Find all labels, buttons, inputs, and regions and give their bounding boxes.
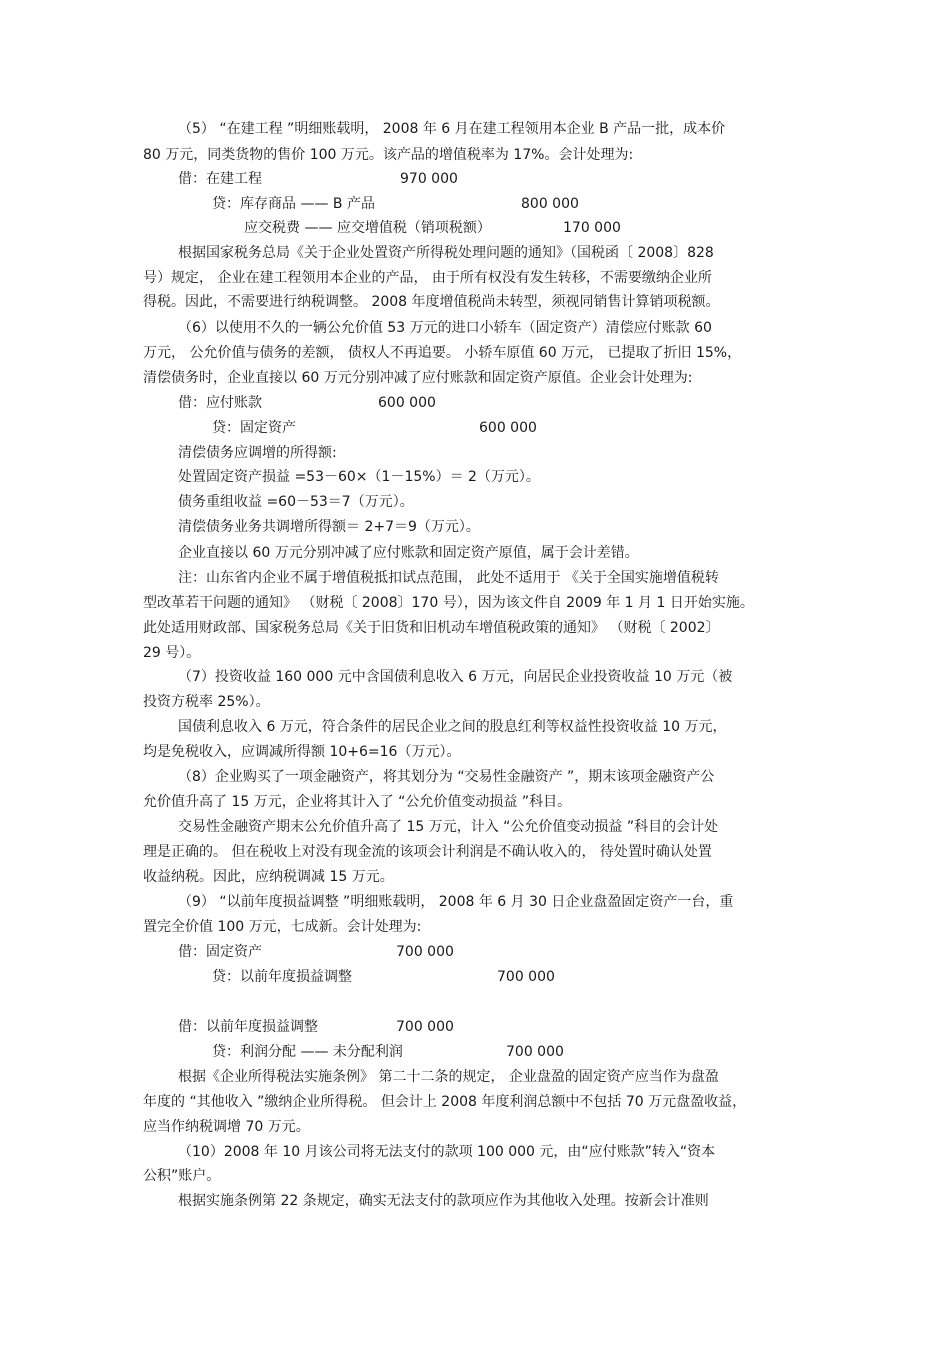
text-line: 国债利息收入 6 万元，符合条件的居民企业之间的股息红利等权益性投资收益 10 万元， — [178, 719, 727, 735]
journal-entry-credit: 贷：以前年度损益调整 — [212, 969, 352, 985]
text-line: 得税。因此，不需要进行纳税调整。 2008 年度增值税尚未转型，须视同销售计算销项税额。 — [143, 294, 720, 310]
entry-amount: 970 000 — [400, 171, 458, 187]
text-line: 根据《企业所得税法实施条例》 第二十二条的规定， 企业盘盈的固定资产应当作为盘盈 — [178, 1069, 719, 1085]
entry-amount: 600 000 — [378, 395, 436, 411]
text-line: 型改革若干问题的通知》 （财税〔 2008〕170 号），因为该文件自 2009 年 1 月 1 日开始实施。 — [143, 595, 754, 611]
entry-amount: 700 000 — [396, 944, 454, 960]
text-line: 注：山东省内企业不属于增值税抵扣试点范围， 此处不适用于 《关于全国实施增值税转 — [178, 570, 719, 586]
text-line: （10）2008 年 10 月该公司将无法支付的款项 100 000 元，由“应付账款”转入“资本 — [178, 1144, 716, 1160]
text-line: 29 号）。 — [143, 645, 201, 661]
text-line: （9） “以前年度损益调整 ”明细账载明， 2008 年 6 月 30 日企业盘盈固定资产一台，重 — [178, 894, 734, 910]
journal-entry-debit: 借：以前年度损益调整 — [178, 1019, 318, 1035]
text-line: 债务重组收益 =60－53＝7（万元）。 — [178, 494, 414, 510]
text-line: 号）规定， 企业在建工程领用本企业的产品， 由于所有权没有发生转移，不需要缴纳企业所 — [143, 270, 712, 286]
journal-entry-credit: 应交税费 —— 应交增值税（销项税额） — [244, 220, 491, 236]
entry-amount: 170 000 — [563, 220, 621, 236]
entry-amount: 700 000 — [506, 1044, 564, 1060]
entry-amount: 800 000 — [521, 196, 579, 212]
text-line: 置完全价值 100 万元，七成新。会计处理为: — [143, 919, 422, 935]
text-line: 公积”账户。 — [143, 1168, 221, 1184]
text-line: 允价值升高了 15 万元，企业将其计入了 “公允价值变动损益 ”科目。 — [143, 794, 572, 810]
text-line: 清偿债务业务共调增所得额＝ 2+7＝9（万元）。 — [178, 519, 480, 535]
entry-amount: 700 000 — [497, 969, 555, 985]
journal-entry-debit: 借：在建工程 — [178, 171, 262, 187]
text-line: 清偿债务应调增的所得额: — [178, 445, 337, 461]
text-line: （8）企业购买了一项金融资产，将其划分为 “交易性金融资产 ”，期末该项金融资产公 — [178, 769, 715, 785]
text-line: 万元， 公允价值与债务的差额， 债权人不再追要。 小轿车原值 60 万元， 已提取了折旧 15%， — [143, 345, 742, 361]
text-line: 投资方税率 25%）。 — [143, 694, 270, 710]
journal-entry-credit: 贷：库存商品 —— B 产品 — [212, 196, 375, 212]
text-line: （6）以使用不久的一辆公允价值 53 万元的进口小轿车（固定资产）清偿应付账款 60 — [178, 320, 712, 336]
text-line: 理是正确的。 但在税收上对没有现金流的该项会计利润是不确认收入的， 待处置时确认处置 — [143, 844, 712, 860]
text-line: 年度的 “其他收入 ”缴纳企业所得税。 但会计上 2008 年度利润总额中不包括 70 万元盘盈收益， — [143, 1094, 747, 1110]
journal-entry-credit: 贷：利润分配 —— 未分配利润 — [212, 1044, 403, 1060]
text-line: 处置固定资产损益 =53－60×（1－15%）＝ 2（万元）。 — [178, 469, 540, 485]
entry-amount: 700 000 — [396, 1019, 454, 1035]
journal-entry-credit: 贷：固定资产 — [212, 420, 296, 436]
text-line: 均是免税收入，应调减所得额 10+6=16（万元）。 — [143, 744, 461, 760]
text-line: 根据国家税务总局《关于企业处置资产所得税处理问题的通知》（国税函〔 2008〕828 — [178, 245, 714, 261]
entry-amount: 600 000 — [479, 420, 537, 436]
text-line: （7）投资收益 160 000 元中含国债利息收入 6 万元，向居民企业投资收益 10 万元（被 — [178, 669, 733, 685]
text-line: （5） “在建工程 ”明细账载明， 2008 年 6 月在建工程领用本企业 B 产品一批，成本价 — [178, 121, 726, 137]
text-line: 此处适用财政部、国家税务总局《关于旧货和旧机动车增值税政策的通知》 （财税〔 2002〕 — [143, 620, 720, 636]
text-line: 交易性金融资产期末公允价值升高了 15 万元，计入 “公允价值变动损益 ”科目的会计处 — [178, 819, 719, 835]
text-line: 企业直接以 60 万元分别冲减了应付账款和固定资产原值，属于会计差错。 — [178, 545, 639, 561]
journal-entry-debit: 借：应付账款 — [178, 395, 262, 411]
text-line: 应当作纳税调增 70 万元。 — [143, 1119, 310, 1135]
journal-entry-debit: 借：固定资产 — [178, 944, 262, 960]
text-line: 清偿债务时，企业直接以 60 万元分别冲减了应付账款和固定资产原值。企业会计处理为: — [143, 370, 693, 386]
text-line: 根据实施条例第 22 条规定，确实无法支付的款项应作为其他收入处理。按新会计准则 — [178, 1193, 709, 1209]
text-line: 收益纳税。因此，应纳税调减 15 万元。 — [143, 869, 394, 885]
text-line: 80 万元，同类货物的售价 100 万元。该产品的增值税率为 17%。会计处理为: — [143, 147, 634, 163]
